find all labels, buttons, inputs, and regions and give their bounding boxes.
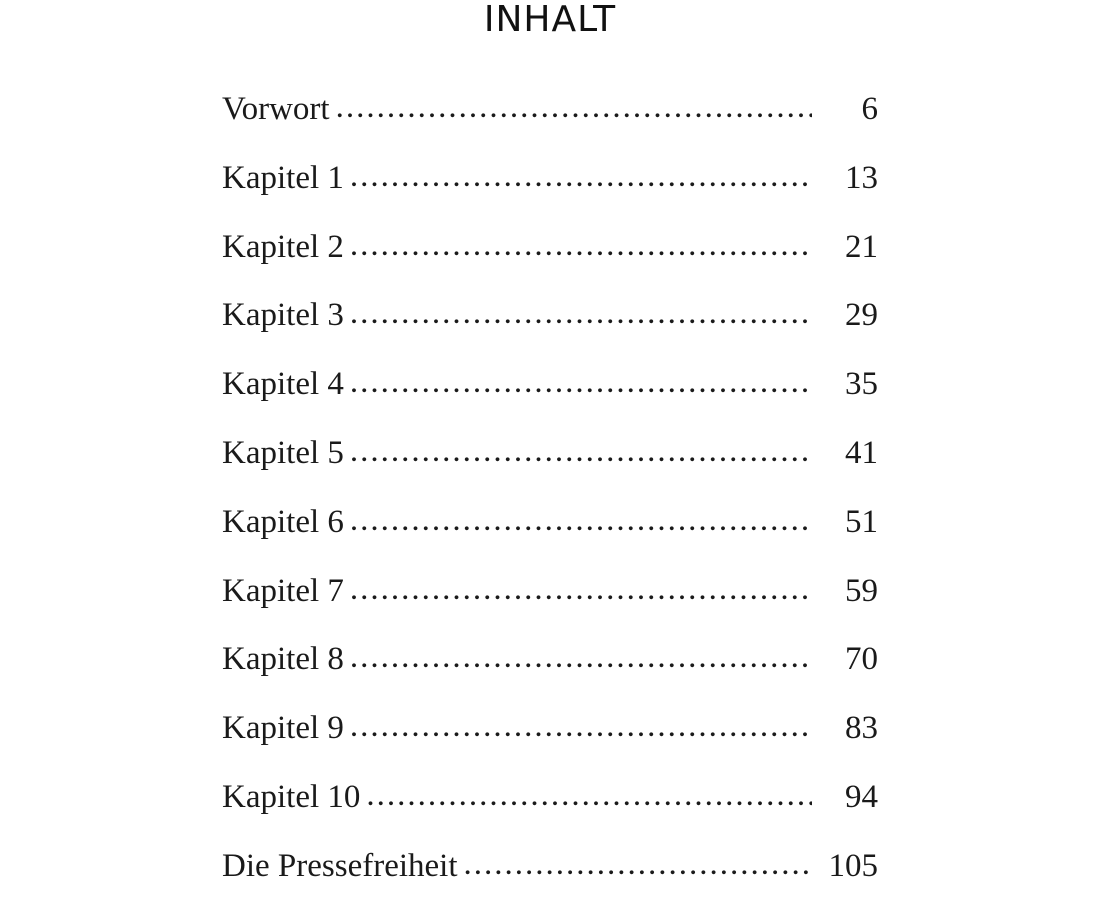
toc-entry-label: Kapitel 6 xyxy=(222,503,344,540)
toc-entry-kapitel-1 xyxy=(222,155,878,224)
toc-entry-page-number: 29 xyxy=(845,297,878,334)
toc-entry-page-number: 41 xyxy=(845,434,878,471)
toc-entry-page-number: 70 xyxy=(845,641,878,678)
toc-entry-label: Kapitel 7 xyxy=(222,572,344,609)
toc-entry-page-number: 13 xyxy=(845,159,878,196)
toc-entry-label: Kapitel 8 xyxy=(222,641,344,678)
dot-leader xyxy=(350,359,812,405)
dot-leader xyxy=(366,772,812,818)
toc-entry-label: Kapitel 3 xyxy=(222,297,344,334)
toc-entry-page-number: 59 xyxy=(845,572,878,609)
toc-entry-kapitel-9 xyxy=(222,705,878,774)
toc-entry-label: Kapitel 1 xyxy=(222,159,344,196)
table-of-contents xyxy=(222,86,878,912)
toc-entry-label: Kapitel 4 xyxy=(222,366,344,403)
dot-leader xyxy=(350,703,812,749)
toc-entry-label: Kapitel 5 xyxy=(222,434,344,471)
dot-leader xyxy=(350,428,812,474)
toc-entry-page-number: 94 xyxy=(845,778,878,815)
toc-entry-page-number: 51 xyxy=(845,503,878,540)
dot-leader xyxy=(350,566,812,612)
toc-entry-kapitel-10 xyxy=(222,774,878,843)
toc-entry-kapitel-6 xyxy=(222,499,878,568)
toc-entry-label: Vorwort xyxy=(222,91,330,127)
toc-entry-kapitel-2 xyxy=(222,224,878,293)
toc-entry-label: Kapitel 9 xyxy=(222,710,344,747)
dot-leader xyxy=(350,222,812,268)
dot-leader xyxy=(336,84,812,130)
toc-entry-label: Kapitel 2 xyxy=(222,228,344,265)
toc-entry-page-number: 83 xyxy=(845,710,878,747)
toc-entry-label: Die Pressefreiheit xyxy=(222,847,458,884)
page-title: INHALT xyxy=(483,0,617,40)
toc-entry-page-number: 35 xyxy=(845,366,878,403)
dot-leader xyxy=(350,290,812,336)
toc-entry-kapitel-8 xyxy=(222,636,878,705)
dot-leader xyxy=(350,153,812,199)
toc-entry-page-number: 21 xyxy=(845,228,878,265)
toc-entry-die-pressefreiheit xyxy=(222,843,878,912)
toc-entry-page-number: 6 xyxy=(861,91,878,127)
toc-entry-kapitel-5 xyxy=(222,430,878,499)
dot-leader xyxy=(350,634,812,680)
toc-entry-vorwort xyxy=(222,86,878,155)
toc-entry-page-number: 105 xyxy=(828,847,878,884)
toc-entry-label: Kapitel 10 xyxy=(222,778,361,815)
toc-entry-kapitel-3 xyxy=(222,292,878,361)
toc-entry-kapitel-7 xyxy=(222,568,878,637)
toc-entry-kapitel-4 xyxy=(222,361,878,430)
dot-leader xyxy=(350,497,812,543)
